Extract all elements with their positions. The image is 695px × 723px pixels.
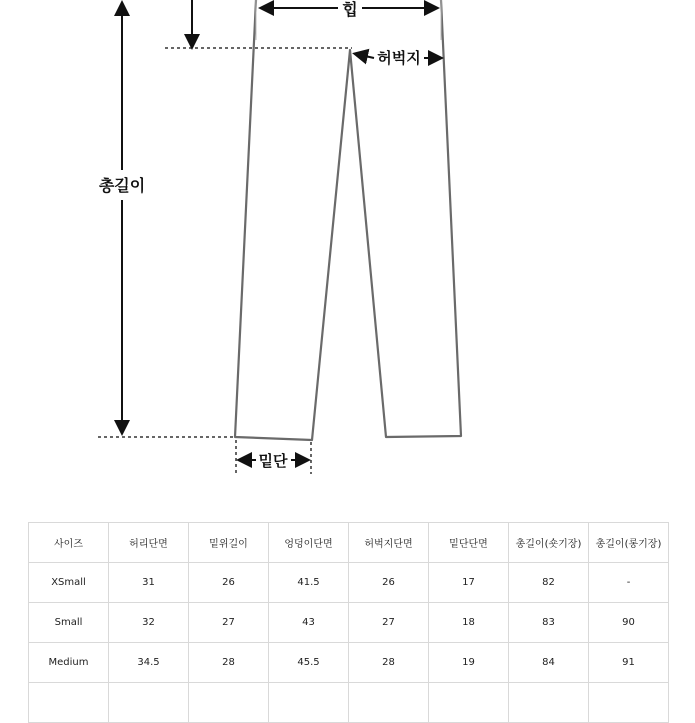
header-length-long: 총길이(롱기장): [589, 523, 669, 563]
table-cell: [109, 683, 189, 723]
table-cell: [29, 683, 109, 723]
table-cell: 17: [429, 563, 509, 603]
table-row: [29, 603, 669, 643]
table-cell: 28: [349, 643, 429, 683]
table-row-partial: [29, 683, 669, 723]
header-hem: 밑단단면: [429, 523, 509, 563]
table-cell: 83: [509, 603, 589, 643]
size-cell: Small: [29, 603, 109, 643]
table-cell: [589, 683, 669, 723]
header-size: 사이즈: [29, 523, 109, 563]
table-header-row: [29, 523, 669, 563]
table-cell: 27: [189, 603, 269, 643]
header-hip: 엉덩이단면: [269, 523, 349, 563]
table-cell: 28: [189, 643, 269, 683]
table-cell: 45.5: [269, 643, 349, 683]
hem-label: 밑단: [258, 452, 288, 470]
header-rise: 밑위길이: [189, 523, 269, 563]
table-cell: [429, 683, 509, 723]
header-length-short: 총길이(숏기장): [509, 523, 589, 563]
hip-label: 힙: [342, 0, 358, 19]
header-thigh: 허벅지단면: [349, 523, 429, 563]
table-cell: 27: [349, 603, 429, 643]
table-cell: [269, 683, 349, 723]
table-cell: 26: [349, 563, 429, 603]
total-length-label: 총길이: [98, 176, 146, 195]
size-cell: Medium: [29, 643, 109, 683]
table-cell: -: [589, 563, 669, 603]
table-cell: 41.5: [269, 563, 349, 603]
thigh-label: 허벅지: [377, 49, 421, 67]
size-cell: XSmall: [29, 563, 109, 603]
table-cell: 90: [589, 603, 669, 643]
size-table: [28, 522, 669, 723]
table-cell: 91: [589, 643, 669, 683]
table-row: [29, 563, 669, 603]
pants-outline: [235, 0, 461, 440]
table-cell: [189, 683, 269, 723]
table-cell: 82: [509, 563, 589, 603]
table-cell: 18: [429, 603, 509, 643]
table-cell: 34.5: [109, 643, 189, 683]
table-cell: 19: [429, 643, 509, 683]
table-cell: 32: [109, 603, 189, 643]
table-cell: 43: [269, 603, 349, 643]
table-cell: [349, 683, 429, 723]
header-waist: 허리단면: [109, 523, 189, 563]
table-cell: 31: [109, 563, 189, 603]
table-cell: 84: [509, 643, 589, 683]
table-cell: [509, 683, 589, 723]
table-row: [29, 643, 669, 683]
table-cell: 26: [189, 563, 269, 603]
